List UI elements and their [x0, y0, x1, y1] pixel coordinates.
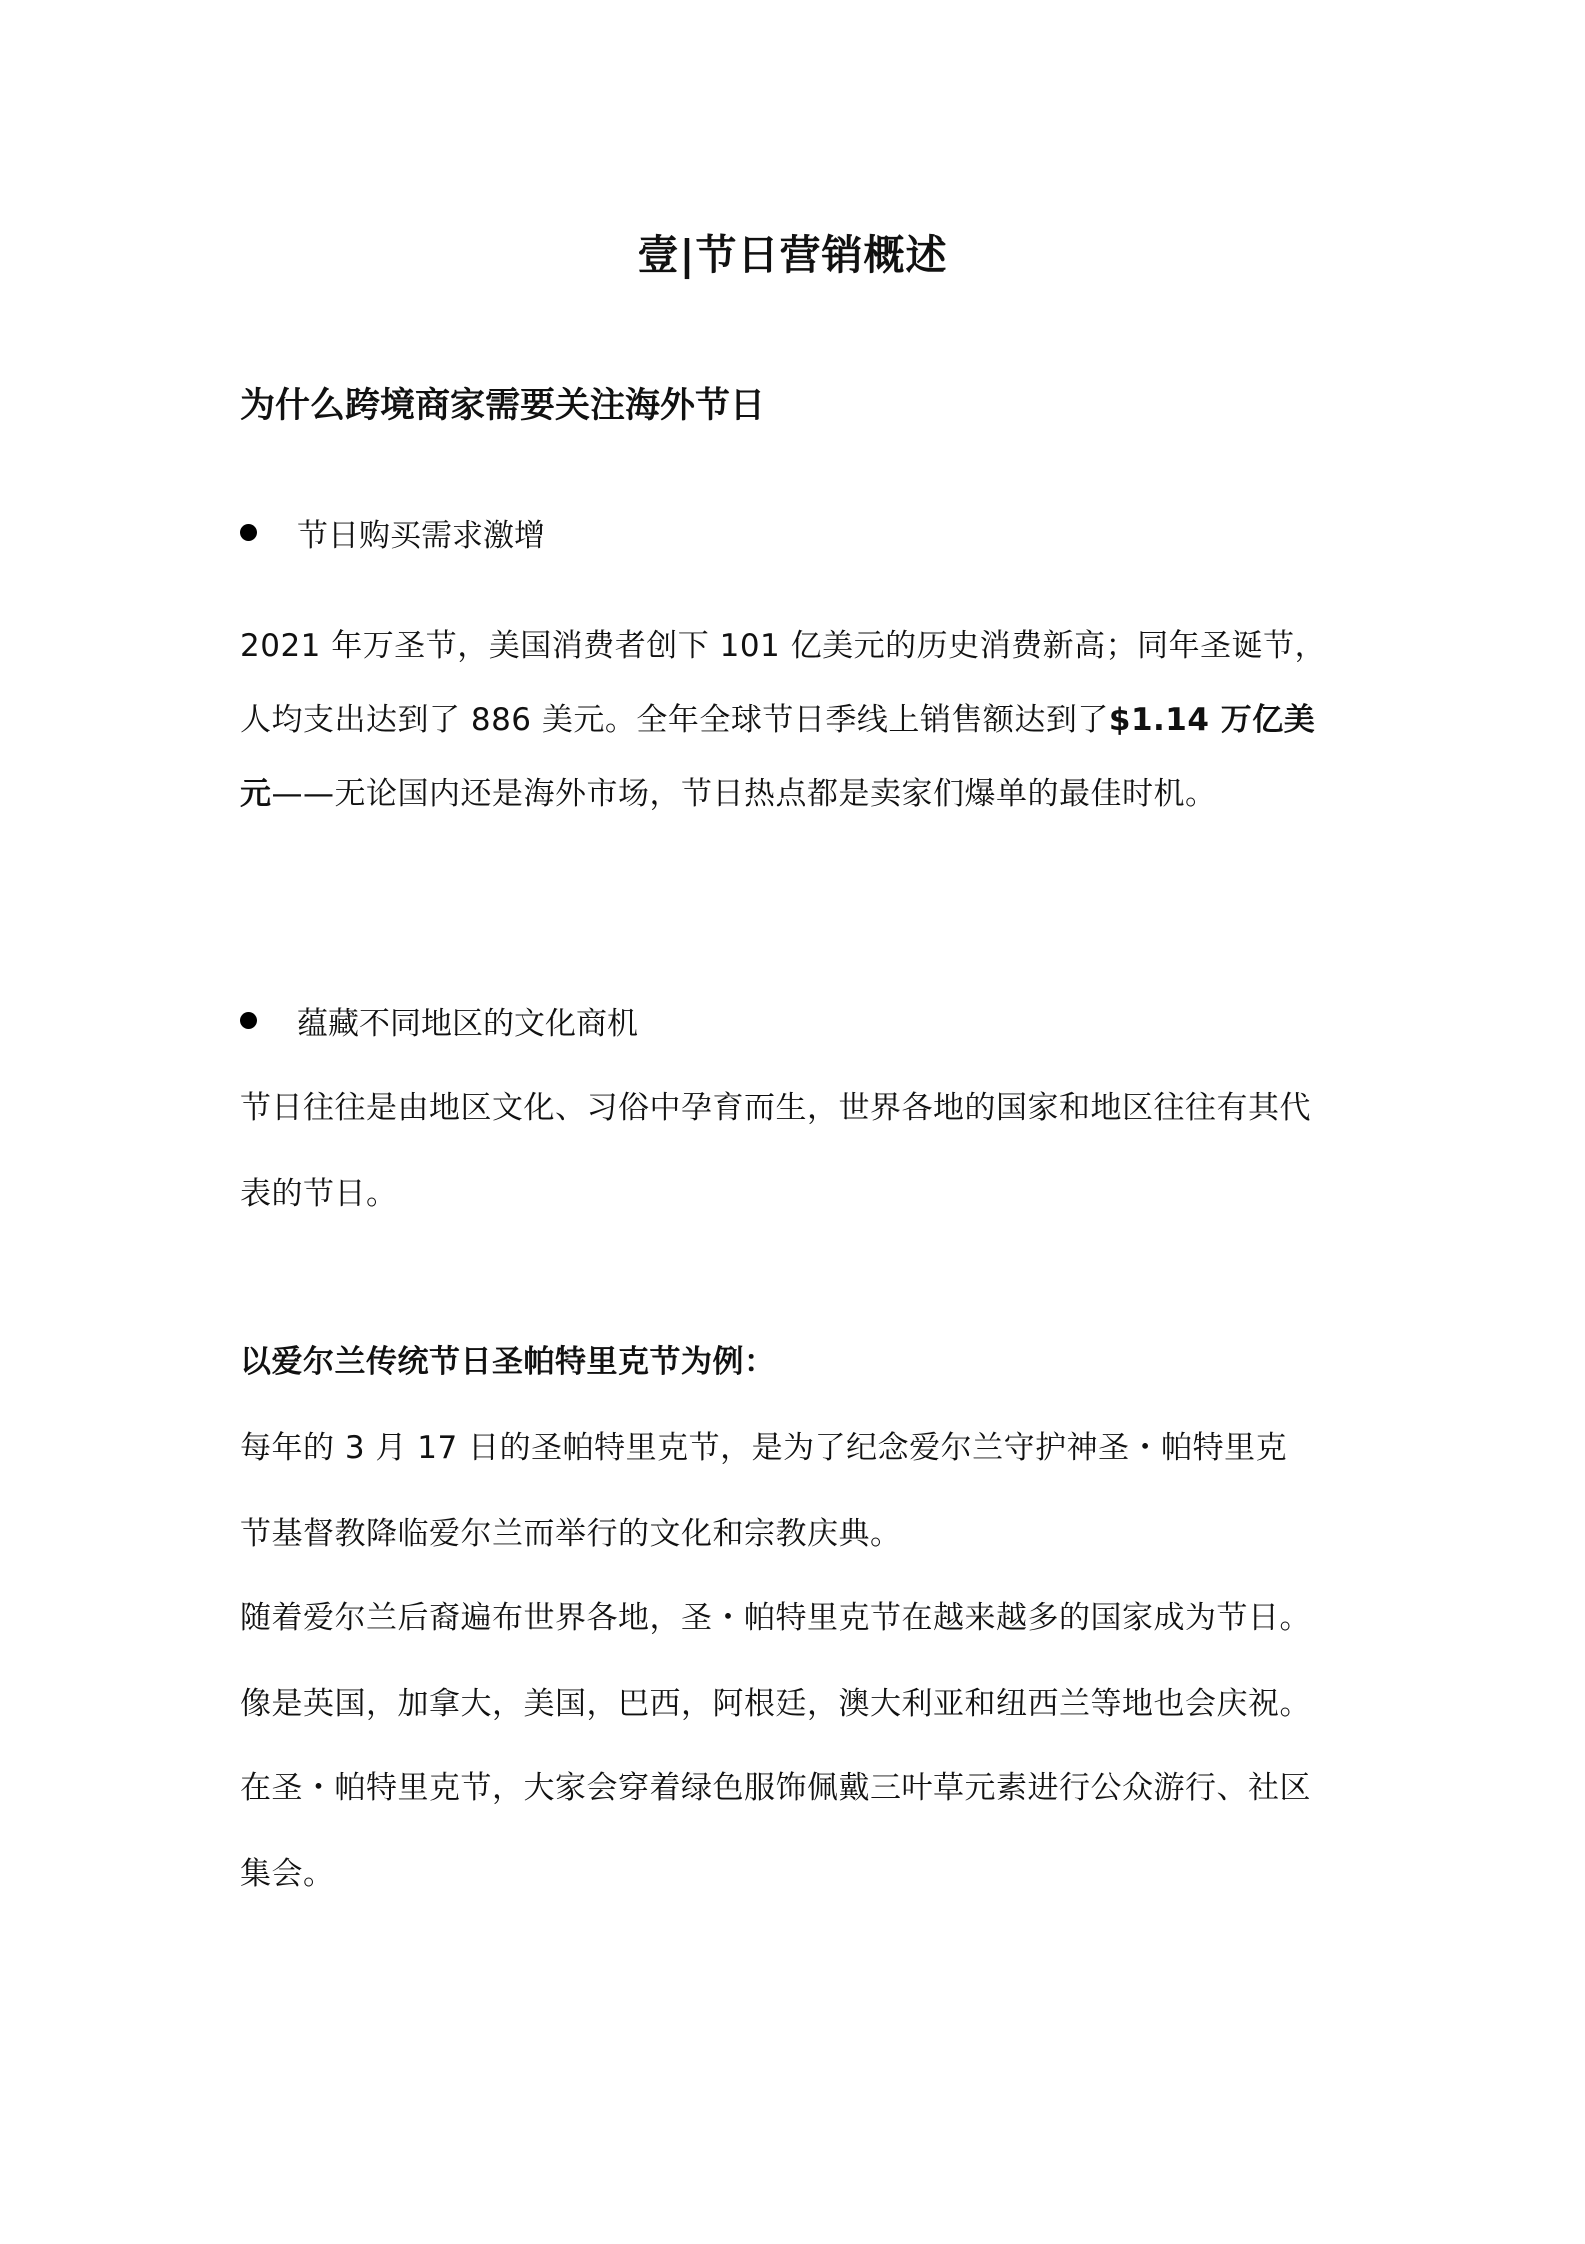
section-heading: 为什么跨境商家需要关注海外节日	[240, 386, 766, 426]
paragraph-line: 随着爱尔兰后裔遍布世界各地，圣・帕特里克节在越来越多的国家成为节日。	[240, 1600, 1311, 1636]
highlight-amount: $1.14 万亿美	[1108, 702, 1316, 738]
example-heading: 以爱尔兰传统节日圣帕特里克节为例：	[240, 1344, 776, 1380]
paragraph-text: ——无论国内还是海外市场，节日热点都是卖家们爆单的最佳时机。	[271, 776, 1217, 812]
bullet-dot-icon	[240, 524, 257, 541]
paragraph-line: 每年的 3 月 17 日的圣帕特里克节，是为了纪念爱尔兰守护神圣・帕特里克	[240, 1430, 1288, 1466]
bullet-label: 蕴藏不同地区的文化商机	[297, 1006, 638, 1042]
paragraph-line: 2021 年万圣节，美国消费者创下 101 亿美元的历史消费新高；同年圣诞节，	[240, 628, 1327, 664]
paragraph-line: 在圣・帕特里克节，大家会穿着绿色服饰佩戴三叶草元素进行公众游行、社区	[240, 1770, 1311, 1806]
paragraph-line	[240, 768, 1217, 813]
bullet-item-demand	[240, 510, 545, 555]
paragraph-line: 节日往往是由地区文化、习俗中孕育而生，世界各地的国家和地区往往有其代	[240, 1090, 1311, 1126]
highlight-amount-end: 元	[240, 776, 272, 812]
paragraph-line: 表的节日。	[240, 1176, 398, 1212]
bullet-item-culture	[240, 998, 638, 1043]
paragraph-line: 像是英国，加拿大，美国，巴西，阿根廷，澳大利亚和纽西兰等地也会庆祝。	[240, 1686, 1311, 1722]
bullet-label: 节日购买需求激增	[297, 518, 545, 554]
bullet-dot-icon	[240, 1012, 257, 1029]
paragraph-line: 节基督教降临爱尔兰而举行的文化和宗教庆典。	[240, 1516, 902, 1552]
page-title: 壹|节日营销概述	[637, 231, 948, 279]
paragraph-text: 人均支出达到了 886 美元。全年全球节日季线上销售额达到了	[240, 702, 1109, 738]
paragraph-line	[240, 694, 1315, 739]
paragraph-line: 集会。	[240, 1856, 335, 1892]
